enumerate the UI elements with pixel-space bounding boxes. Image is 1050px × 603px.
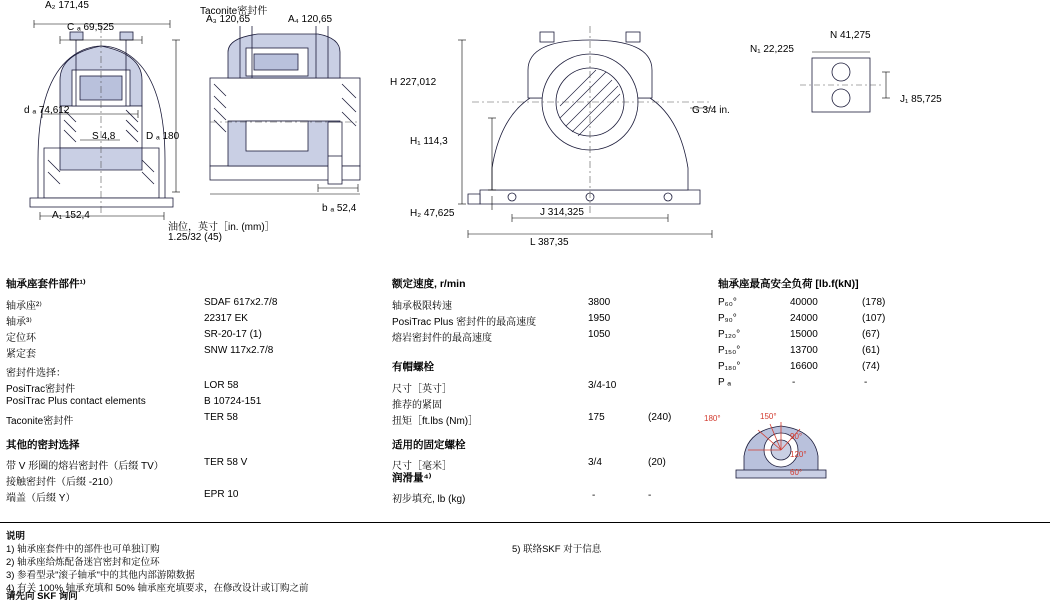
row-value-p180-kn: (74) [862,361,880,372]
row-value-p180: 16600 [790,361,818,372]
row-value-p60: 40000 [790,297,818,308]
note-2: 2) 轴承座给炼配备迷宫密封和定位环 [6,557,160,568]
row-value-bolt-size-mm: (20) [648,457,666,468]
row-value-initial-fill-kg: - [648,490,652,501]
row-label-cap-torque: 扭矩［ft.lbs (Nm)］ [392,416,479,427]
dim-H2: H₂ 47,625 [410,208,455,219]
row-value-p150-kn: (61) [862,345,880,356]
row-label-p150: P₁₅₀° [718,345,741,356]
row-value-p90: 24000 [790,313,818,324]
row-label-contact-seal: 接触密封件（后缀 -210） [6,477,119,488]
angle-label-60: 60° [790,468,803,477]
dim-Da: D ₐ 180 [146,131,180,142]
seal-options-title: 密封件选择： [6,368,66,379]
row-label-taconite-speed: 熔岩密封件的最高速度 [392,333,492,344]
dim-H: H 227,012 [390,77,437,88]
drawing-lug-detail [800,50,900,120]
load-angle-diagram [726,412,836,482]
row-value-housing: SDAF 617x2.7/8 [204,297,278,308]
row-value-bolt-size: 3/4 [588,457,602,468]
speed-title: 额定速度, r/min [392,278,466,290]
dim-L: L 387,35 [530,237,569,248]
row-value-p120-kn: (67) [862,329,880,340]
row-label-limiting-speed: 轴承极限转速 [392,301,452,312]
row-value-p60-kn: (178) [862,297,886,308]
dim-S: S 4,8 [92,131,116,142]
row-label-taconite: Taconite密封件 [6,416,74,427]
row-value-taconite-speed: 1050 [588,329,611,340]
dim-A3: A₃ 120,65 [206,14,251,25]
drawing-top-mid [200,26,370,206]
taconite-title: Taconite密封件 [200,6,268,17]
row-value-vring: TER 58 V [204,457,248,468]
row-value-positrac: LOR 58 [204,380,239,391]
dim-J1: J₁ 85,725 [900,94,942,105]
row-value-end-cover: EPR 10 [204,489,239,500]
row-value-bearing: 22317 EK [204,313,248,324]
row-label-positrac-plus: PosiTrac Plus contact elements [6,396,146,407]
note-3: 3) 参看型录"滚子轴承"中的其他内部游隙数据 [6,570,195,581]
note-4: 4) 有关 100% 轴承充填和 50% 轴承座充填要求，在修改设计或订购之前 [6,583,309,594]
row-label-p120: P₁₂₀° [718,329,741,340]
lubrication-title: 润滑量⁴⁾ [392,472,432,484]
other-seal-title: 其他的密封选择 [6,439,80,451]
row-value-taconite: TER 58 [204,412,238,423]
row-value-adapter-sleeve: SNW 117x2.7/8 [204,345,274,356]
row-label-pa: P ₐ [718,377,731,388]
row-value-pa-kn: - [864,377,868,388]
notes-title: 说明 [6,531,26,542]
row-label-positrac: PosiTrac密封件 [6,384,76,395]
row-label-vring: 带 V 形圈的熔岩密封件（后缀 TV） [6,461,164,472]
dim-N1: N₁ 22,225 [750,44,794,55]
dim-A1: A₁ 152,4 [52,210,90,221]
row-label-stabilizing-ring: 定位环 [6,333,36,344]
row-value-p150: 13700 [790,345,818,356]
row-value-limiting-speed: 3800 [588,297,611,308]
dim-N: N 41,275 [830,30,871,41]
row-label-p180: P₁₈₀° [718,361,741,372]
row-label-bearing: 轴承³⁾ [6,317,32,328]
dim-H1: H₁ 114,3 [410,136,448,147]
row-value-stabilizing-ring: SR-20-17 (1) [204,329,262,340]
row-label-positrac-plus-speed: PosiTrac Plus 密封件的最高速度 [392,317,537,328]
dim-A2: A₂ 171,45 [45,0,89,11]
note-1: 1) 轴承座套件中的部件也可单独订购 [6,544,160,555]
angle-label-180: 180° [704,414,721,423]
row-label-p60: P₆₀° [718,297,737,308]
drawing-top-left [20,10,185,240]
angle-label-120: 120° [790,450,807,459]
cap-bolt-title: 有帽螺栓 [392,361,434,373]
row-label-initial-fill: 初步填充, lb (kg) [392,494,466,505]
angle-label-150: 150° [760,412,777,421]
row-label-end-cover: 端盖（后缀 Y） [6,493,76,504]
row-label-cap-recommended: 推荐的紧固 [392,400,442,411]
row-label-housing: 轴承座²⁾ [6,301,42,312]
notes-footer: 请先向 SKF 询问 [6,591,78,602]
dim-G: G 3/4 in. [692,105,730,116]
angle-label-90: 90° [790,432,803,441]
dim-J: J 314,325 [540,207,584,218]
hold-down-bolt-title: 适用的固定螺栓 [392,439,466,451]
oil-level-label: 油位，英寸［in. (mm)］ [168,222,275,233]
row-label-adapter-sleeve: 紧定套 [6,349,36,360]
row-value-pa: - [792,377,796,388]
row-label-p90: P₉₀° [718,313,737,324]
dim-da: d ₐ 74,612 [24,105,70,116]
row-label-bolt-size: 尺寸［毫米］ [392,461,452,472]
max-safe-load-title: 轴承座最高安全负荷 [lb.f(kN)] [718,278,859,290]
row-value-cap-torque-nm: (240) [648,412,672,423]
note-5: 5) 联络SKF 对于信息 [512,544,602,555]
kit-parts-title: 轴承座套件部件¹⁾ [6,278,86,290]
dim-A4: A₄ 120,65 [288,14,333,25]
row-value-cap-size: 3/4-10 [588,380,617,391]
row-value-positrac-plus-speed: 1950 [588,313,611,324]
oil-level-value: 1.25/32 (45) [168,232,222,243]
notes-divider [0,522,1050,523]
row-value-cap-torque: 175 [588,412,605,423]
row-value-p90-kn: (107) [862,313,886,324]
row-value-p120: 15000 [790,329,818,340]
dim-ba: b ₐ 52,4 [322,203,357,214]
row-label-cap-size: 尺寸［英寸］ [392,384,452,395]
dim-Ca: C ₐ 69,525 [67,22,115,33]
row-value-initial-fill: - [592,490,596,501]
row-value-positrac-plus: B 10724-151 [204,396,262,407]
